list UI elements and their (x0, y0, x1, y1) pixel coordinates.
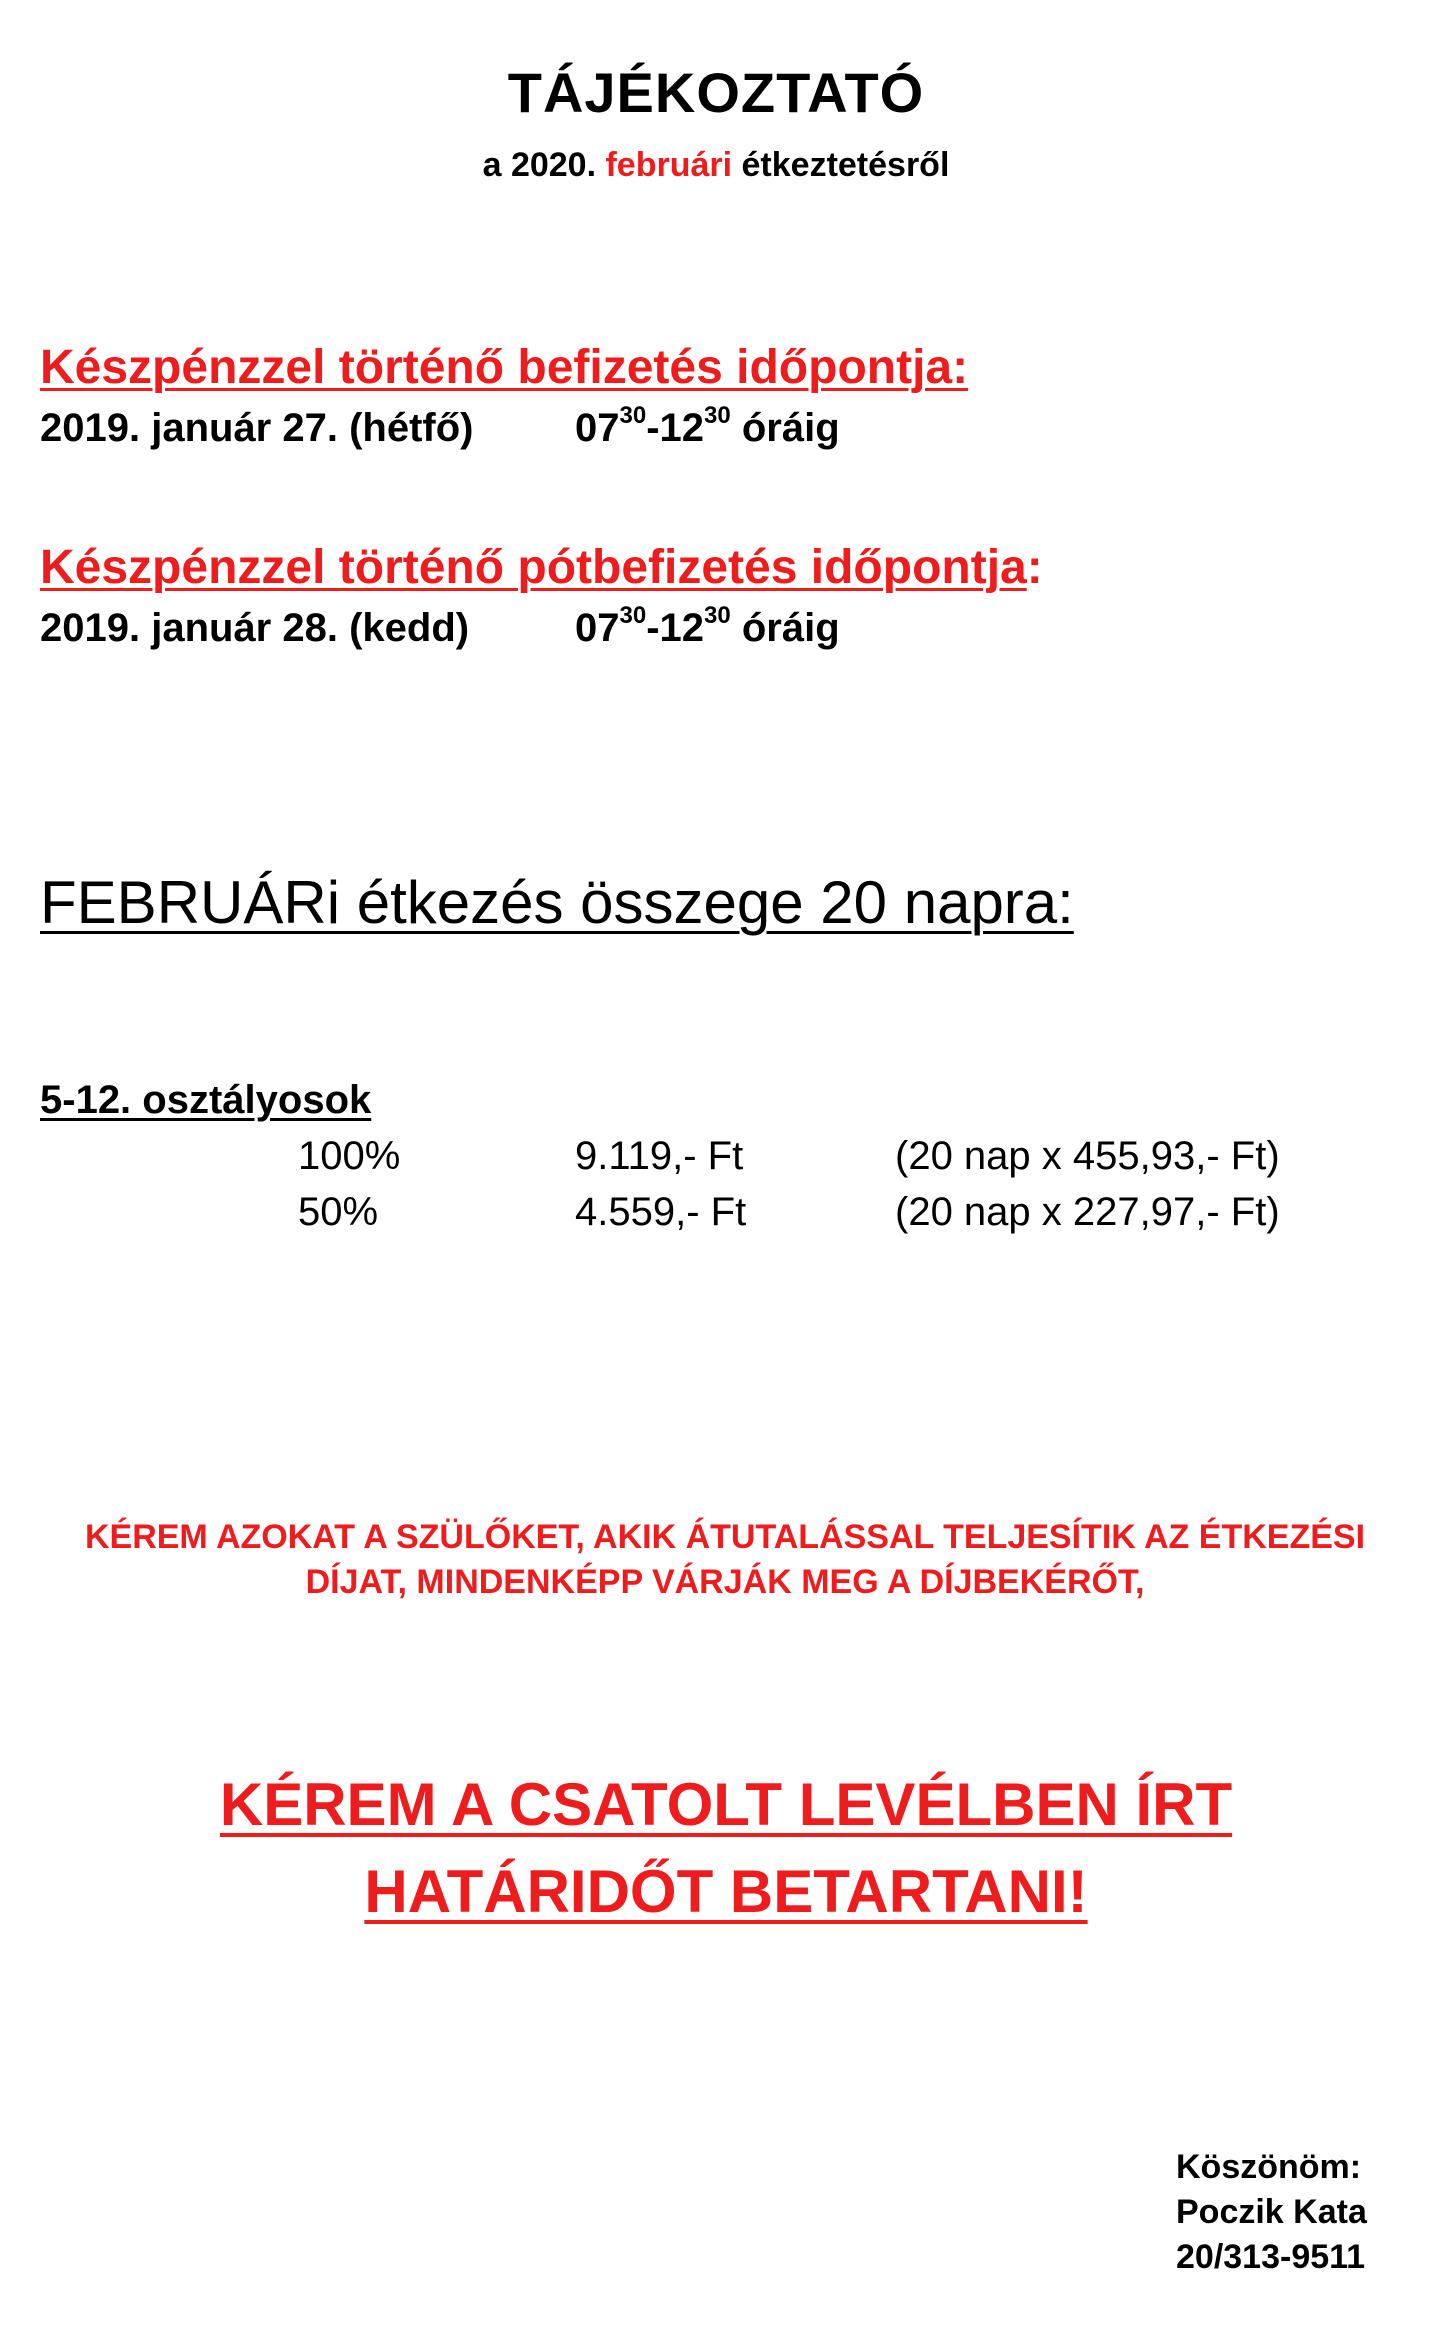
subtitle-suffix: étkeztetésről (732, 146, 950, 184)
payment-heading: Készpénzzel történő befizetés időpontja: (40, 341, 969, 394)
price-row-1-percent: 100% (298, 1134, 401, 1178)
price-row-2-amount: 4.559,- Ft (575, 1190, 747, 1234)
signature-phone: 20/313-9511 (1176, 2238, 1366, 2276)
subtitle-month: februári (605, 146, 733, 184)
late-payment-heading-text: Készpénzzel történő pótbefizetés időpontja (40, 541, 1027, 594)
signature-name: Poczik Kata (1176, 2193, 1367, 2231)
subtitle-prefix: a 2020. (482, 146, 606, 184)
payment-time: $07^{30}-12^{30}$ óráig (575, 402, 840, 450)
price-row-1-detail: (20 nap x 455,93,- Ft) (895, 1134, 1280, 1178)
february-heading: FEBRUÁRi étkezés összege 20 napra: (40, 869, 1074, 936)
late-payment-date: 2019. január 28. (kedd) (40, 606, 470, 650)
price-row-2-percent: 50% (298, 1190, 379, 1234)
deadline-notice-line-2: HATÁRIDŐT BETARTANI! (364, 1858, 1088, 1925)
late-payment-time: $07^{30}-12^{30}$ óráig (575, 602, 840, 650)
payment-date: 2019. január 27. (hétfő) (40, 406, 474, 450)
transfer-notice-line-2: DÍJAT, MINDENKÉPP VÁRJÁK MEG A DÍJBEKÉRŐT, (305, 1563, 1145, 1601)
signature-thanks: Köszönöm: (1176, 2148, 1362, 2186)
price-row-1-amount: 9.119,- Ft (575, 1134, 744, 1178)
transfer-notice-line-1: KÉREM AZOKAT A SZÜLŐKET, AKIK ÁTUTALÁSSAL TELJESÍTIK AZ ÉTKEZÉSI (84, 1518, 1366, 1556)
late-payment-heading (40, 540, 1043, 595)
page-title: TÁJÉKOZTATÓ (507, 61, 925, 124)
late-payment-heading-colon: : (1026, 541, 1043, 594)
price-group-label: 5-12. osztályosok (40, 1078, 372, 1122)
page-subtitle (0, 146, 1432, 185)
deadline-notice-line-1: KÉREM A CSATOLT LEVÉLBEN ÍRT (219, 1771, 1233, 1838)
price-row-2-detail: (20 nap x 227,97,- Ft) (895, 1190, 1280, 1234)
